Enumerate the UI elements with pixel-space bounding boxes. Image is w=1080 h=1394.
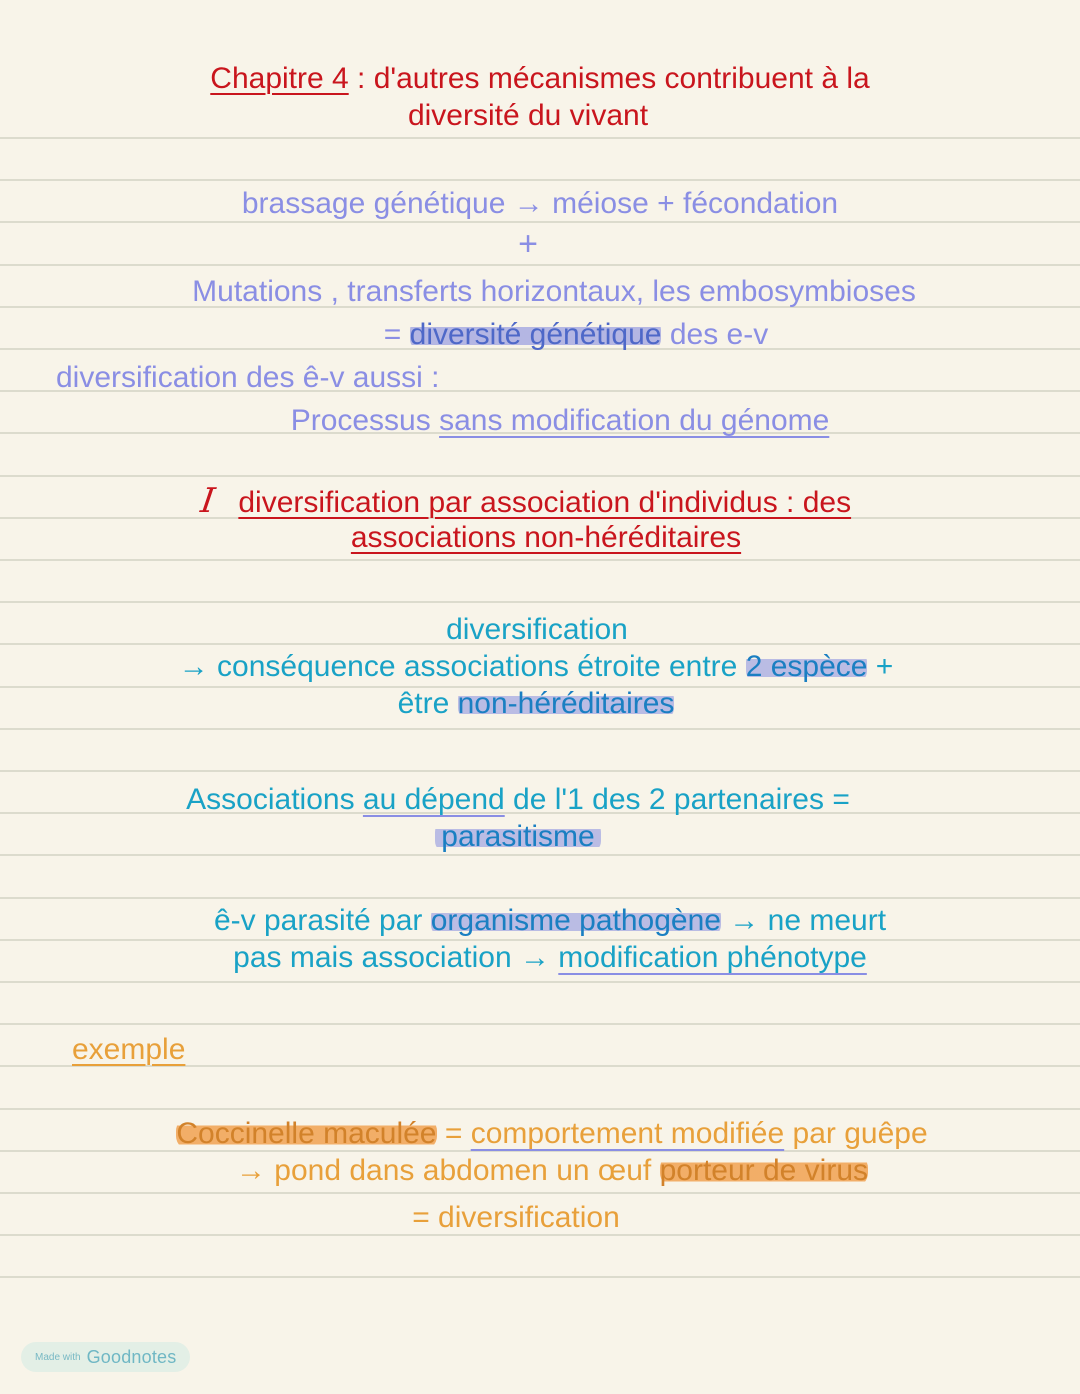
highlight-diversite-genetique: diversité génétique bbox=[409, 318, 662, 351]
pond-line bbox=[12, 1153, 1080, 1189]
ruled-line bbox=[0, 475, 1080, 477]
diversite-genetique-line bbox=[36, 317, 1080, 353]
brassage-line: brassage génétique → méiose + fécondation bbox=[241, 187, 839, 220]
ruled-line bbox=[0, 1276, 1080, 1278]
ruled-line bbox=[0, 559, 1080, 561]
par-guepe-text: par guêpe bbox=[784, 1117, 928, 1150]
sans-modification-underlined: sans modification du génome bbox=[439, 404, 830, 437]
modification-phenotype-underlined: modification phénotype bbox=[558, 941, 867, 974]
highlight-porteur-de-virus: porteur de virus bbox=[659, 1154, 869, 1187]
ruled-line bbox=[0, 897, 1080, 899]
highlight-2-espece: 2 espèce bbox=[745, 650, 868, 683]
ne-meurt-text: → ne meurt bbox=[720, 904, 887, 937]
equals-diversification-line: = diversification bbox=[412, 1201, 620, 1234]
section-1-heading-text: diversification par association d'individus : des bbox=[238, 486, 852, 519]
plus-text: + bbox=[867, 650, 894, 683]
diversification-aussi-line: diversification des ê-v aussi : bbox=[56, 361, 440, 394]
chapter-title-text: : d'autres mécanismes contribuent à la bbox=[348, 62, 870, 95]
comportement-modifiee-underlined: comportement modifiée bbox=[470, 1117, 785, 1150]
chapter-title-line2: diversité du vivant bbox=[407, 99, 649, 132]
ruled-line bbox=[0, 601, 1080, 603]
diversification-word: diversification bbox=[446, 613, 628, 646]
consequence-text: → conséquence associations étroite entre bbox=[178, 650, 746, 683]
au-depend-underlined: au dépend bbox=[362, 783, 505, 816]
chapter-title-line1 bbox=[0, 61, 1080, 97]
ruled-line bbox=[0, 1108, 1080, 1110]
ruled-line bbox=[0, 1023, 1080, 1025]
plus-sign: + bbox=[518, 225, 538, 263]
highlight-parasitisme: parasitisme bbox=[435, 820, 600, 853]
ruled-line bbox=[0, 179, 1080, 181]
associations-text: Associations bbox=[186, 783, 363, 816]
non-hereditaires-line bbox=[0, 686, 1076, 722]
parasite-text: ê-v parasité par bbox=[213, 904, 431, 937]
modification-phenotype-line bbox=[10, 940, 1080, 976]
roman-numeral-1: I bbox=[198, 481, 218, 521]
processus-label: Processus bbox=[290, 404, 440, 437]
chapter-label: Chapitre 4 bbox=[210, 62, 349, 95]
example-label: exemple bbox=[72, 1033, 186, 1066]
example-label-line bbox=[72, 1032, 185, 1068]
pond-text: → pond dans abdomen un œuf bbox=[235, 1154, 660, 1187]
highlight-non-hereditaires: non-héréditaires bbox=[457, 687, 675, 720]
etre-text: être bbox=[397, 687, 458, 720]
ruled-line bbox=[0, 770, 1080, 772]
ruled-line bbox=[0, 981, 1080, 983]
section-1-heading-text-2: associations non-héréditaires bbox=[350, 521, 742, 554]
goodnotes-logo-text: Goodnotes bbox=[86, 1346, 177, 1367]
processus-line bbox=[20, 403, 1080, 439]
highlight-organisme-pathogene: organisme pathogène bbox=[430, 904, 721, 937]
des-ev-text: des e-v bbox=[661, 318, 769, 351]
section-1-heading-line1 bbox=[0, 483, 1066, 521]
ruled-line bbox=[0, 1192, 1080, 1194]
made-with-text: Made with bbox=[35, 1351, 81, 1363]
coccinelle-line bbox=[12, 1116, 1080, 1152]
parasitisme-line bbox=[0, 819, 1058, 855]
pas-mais-text: pas mais association → bbox=[233, 941, 559, 974]
equals-sign: = bbox=[383, 318, 410, 351]
parasite-line bbox=[10, 903, 1080, 939]
goodnotes-watermark bbox=[21, 1342, 190, 1372]
highlight-coccinelle-maculee: Coccinelle maculée bbox=[176, 1117, 437, 1150]
ruled-line bbox=[0, 137, 1080, 139]
mutations-line: Mutations , transferts horizontaux, les embosymbioses bbox=[192, 275, 916, 308]
partenaires-text: de l'1 des 2 partenaires = bbox=[504, 783, 850, 816]
section-1-heading-line2 bbox=[6, 520, 1080, 556]
ruled-line bbox=[0, 728, 1080, 730]
ruled-line bbox=[0, 264, 1080, 266]
consequence-line bbox=[0, 649, 1076, 685]
associations-au-depend-line bbox=[0, 782, 1058, 818]
equals-text: = bbox=[436, 1117, 471, 1150]
